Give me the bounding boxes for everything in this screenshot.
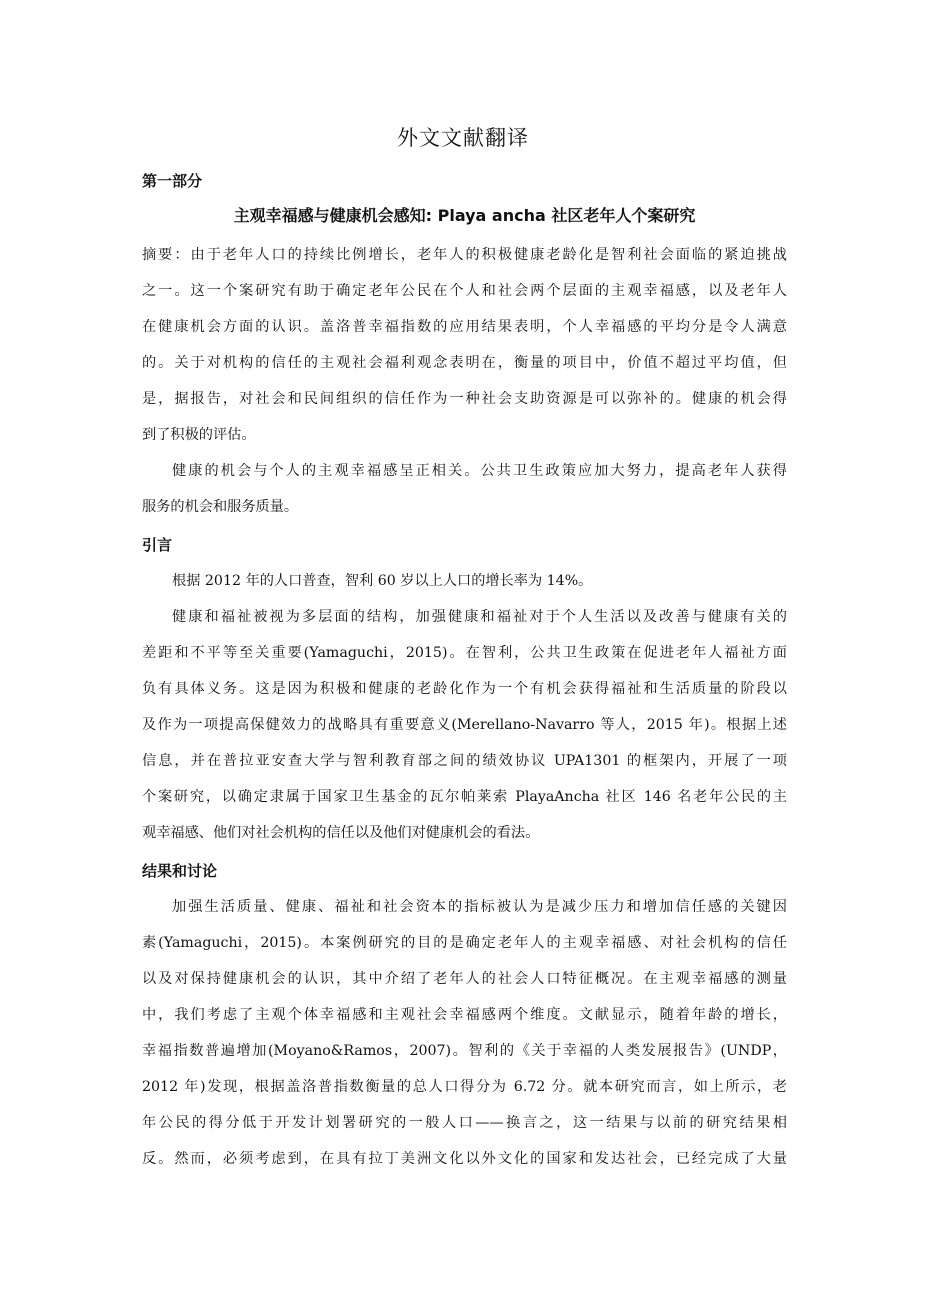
abstract-line: 是，据报告，对社会和民间组织的信任作为一种社会支助资源是可以弥补的。健康的机会得 [142, 391, 787, 407]
intro-line: 负有具体义务。这是因为积极和健康的老龄化作为一个有机会获得福祉和生活质量的阶段以 [142, 681, 787, 697]
results-line: 素(Yamaguchi，2015)。本案例研究的目的是确定老年人的主观幸福感、对社会机构的信任 [142, 935, 787, 951]
intro-line: 健康和福祉被视为多层面的结构，加强健康和福祉对于个人生活以及改善与健康有关的 [172, 609, 787, 625]
intro-heading: 引言 [142, 536, 173, 554]
results-line: 中，我们考虑了主观个体幸福感和主观社会幸福感两个维度。文献显示，随着年龄的增长， [142, 1007, 787, 1023]
intro-line: 个案研究，以确定隶属于国家卫生基金的瓦尔帕莱索 PlayaAncha 社区 146 名老年公民的主 [142, 789, 787, 805]
intro-line: 信息，并在普拉亚安查大学与智利教育部之间的绩效协议 UPA1301 的框架内，开展了一项 [142, 753, 787, 769]
abstract-line: 健康的机会与个人的主观幸福感呈正相关。公共卫生政策应加大努力，提高老年人获得 [172, 463, 787, 479]
intro-line: 差距和不平等至关重要(Yamaguchi，2015)。在智利，公共卫生政策在促进老年人福祉方面 [142, 645, 787, 661]
paper-title: 主观幸福感与健康机会感知: Playa ancha 社区老年人个案研究 [233, 206, 696, 225]
results-heading: 结果和讨论 [142, 862, 218, 880]
results-line: 加强生活质量、健康、福祉和社会资本的指标被认为是减少压力和增加信任感的关键因 [172, 899, 787, 915]
results-line: 反。然而，必须考虑到，在具有拉丁美洲文化以外文化的国家和发达社会，已经完成了大量 [142, 1151, 787, 1167]
results-line: 2012 年)发现，根据盖洛普指数衡量的总人口得分为 6.72 分。就本研究而言，如上所示，老 [142, 1079, 787, 1095]
abstract-line: 的。关于对机构的信任的主观社会福利观念表明在，衡量的项目中，价值不超过平均值，但 [142, 355, 787, 371]
results-line: 年公民的得分低于开发计划署研究的一般人口——换言之，这一结果与以前的研究结果相 [142, 1115, 787, 1131]
results-line: 幸福指数普遍增加(Moyano&Ramos，2007)。智利的《关于幸福的人类发展报告》(UNDP， [142, 1043, 787, 1059]
abstract-line: 在健康机会方面的认识。盖洛普幸福指数的应用结果表明，个人幸福感的平均分是令人满意 [142, 319, 787, 335]
results-line: 以及对保持健康机会的认识，其中介绍了老年人的社会人口特征概况。在主观幸福感的测量 [142, 971, 787, 987]
intro-line: 及作为一项提高保健效力的战略具有重要意义(Merellano-Navarro 等人，2015 年)。根据上述 [142, 717, 787, 733]
part-heading: 第一部分 [142, 172, 203, 190]
abstract-line: 服务的机会和服务质量。 [142, 499, 299, 515]
intro-line: 根据 2012 年的人口普查，智利 60 岁以上人口的增长率为 14%。 [172, 573, 593, 589]
abstract-line: 摘要：由于老年人口的持续比例增长，老年人的积极健康老龄化是智利社会面临的紧迫挑战 [142, 247, 787, 263]
intro-line: 观幸福感、他们对社会机构的信任以及他们对健康机会的看法。 [142, 825, 540, 841]
abstract-line: 之一。这一个案研究有助于确定老年公民在个人和社会两个层面的主观幸福感，以及老年人 [142, 283, 787, 299]
abstract-line: 到了积极的评估。 [142, 427, 256, 443]
document-title: 外文文献翻译 [397, 126, 529, 150]
